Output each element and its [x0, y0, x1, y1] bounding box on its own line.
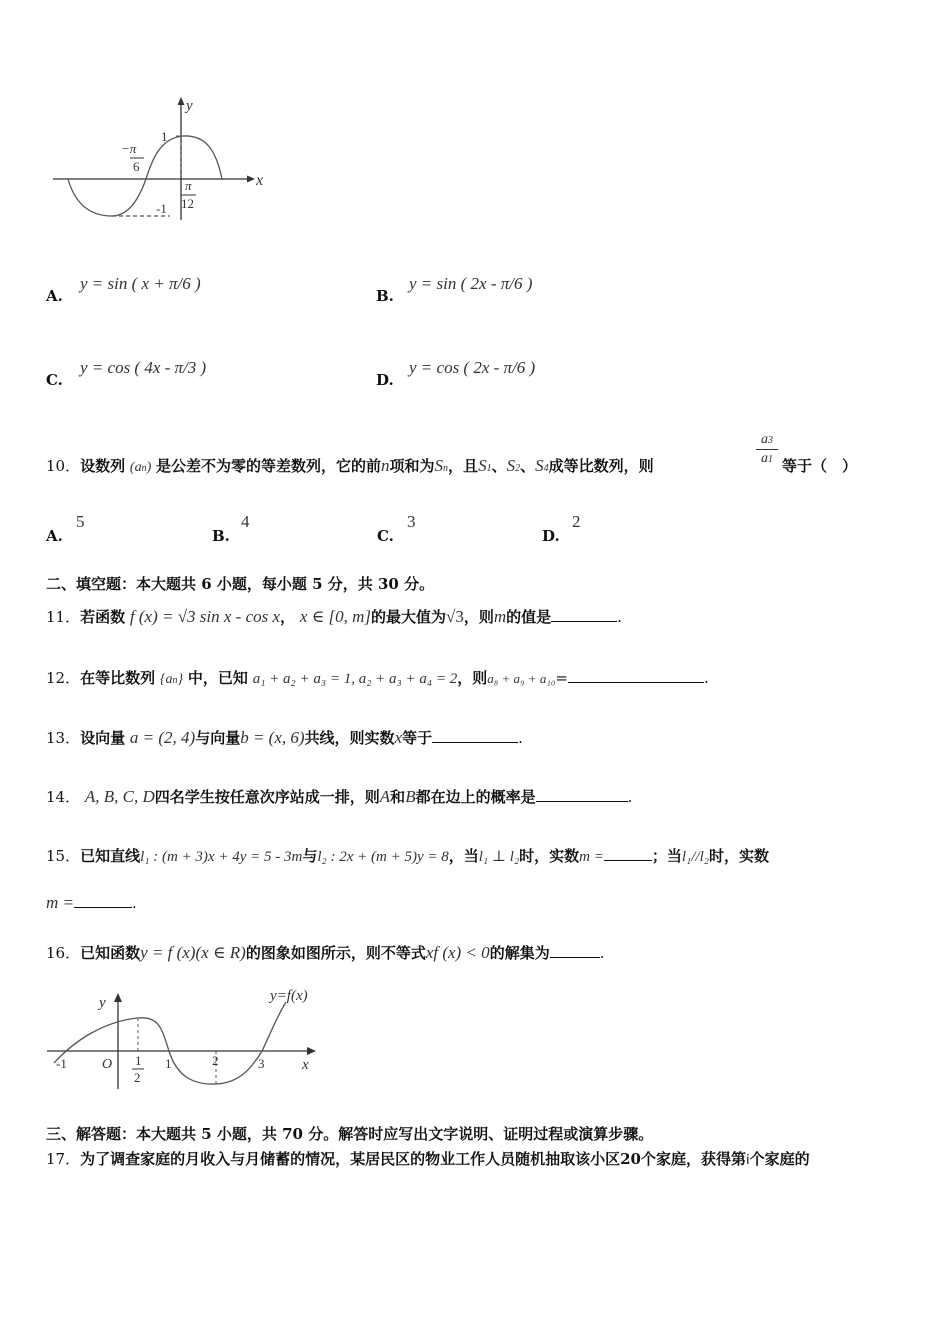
tick-label-half-num: 1 — [135, 1053, 142, 1068]
axis-label-y: y — [186, 98, 193, 114]
question-16: 16．已知函数y = f (x)(x ∈ R)的图象如图所示，则不等式xf (x) < 0的解集为 . — [46, 943, 605, 962]
tick-label-neg-pi: −π — [121, 141, 137, 156]
tick-label-neg-one: -1 — [156, 201, 167, 216]
option-c-letter: C. — [46, 371, 63, 389]
question-10-tail: 等于（ ） — [782, 457, 858, 475]
tick-label-twelve: 12 — [181, 196, 194, 211]
question-number: 14． — [46, 788, 81, 806]
x-axis-arrow-icon — [307, 1047, 316, 1055]
answer-blank[interactable] — [568, 668, 704, 683]
function-curve — [54, 1002, 286, 1084]
tick-label-one: 1 — [165, 1056, 172, 1071]
tick-label-one: 1 — [161, 129, 168, 144]
answer-blank[interactable] — [74, 893, 132, 908]
option-a-formula: y = sin ( x + π/6 ) — [80, 274, 201, 293]
question-number: 10． — [46, 457, 81, 475]
question-10: 10．设数列 (an) 是公差不为零的等差数列，它的前n项和为Sn，且S1、S2、S4成等比数列，则 — [46, 456, 654, 475]
section-title-fill-in: 二、填空题：本大题共 6 小题，每小题 5 分，共 30 分。 — [46, 575, 435, 593]
answer-blank[interactable] — [536, 787, 628, 802]
q10-option-a-value: 5 — [76, 512, 85, 531]
tick-label-two: 2 — [212, 1053, 219, 1068]
answer-blank[interactable] — [432, 728, 518, 743]
tick-label-three: 3 — [258, 1056, 265, 1071]
q10-option-b-value: 4 — [241, 512, 250, 531]
question-11: 11．若函数 f (x) = √3 sin x - cos x， x ∈ [0, m]的最大值为√3，则m的值是 . — [46, 607, 622, 626]
tick-label-pi: π — [185, 178, 192, 193]
question-17: 17．为了调查家庭的月收入与月储蓄的情况，某居民区的物业工作人员随机抽取该小区20个家庭，获得第i个家庭的 — [46, 1150, 810, 1168]
answer-blank[interactable] — [604, 846, 652, 861]
option-b-letter: B. — [376, 287, 394, 305]
question-13: 13．设向量 a = (2, 4)与向量b = (x, 6)共线，则实数x等于 . — [46, 728, 523, 747]
sine-curve — [68, 136, 222, 216]
tick-label-half-den: 2 — [134, 1070, 141, 1085]
option-d-formula: y = cos ( 2x - π/6 ) — [409, 358, 536, 377]
q10-option-b-letter: B. — [212, 527, 230, 545]
question-number: 15． — [46, 847, 81, 865]
question-number: 13． — [46, 729, 81, 747]
section-title-solutions: 三、解答题：本大题共 5 小题，共 70 分。解答时应写出文字说明、证明过程或演算步骤。 — [46, 1125, 654, 1143]
function-graph — [44, 985, 334, 1090]
tick-label-six: 6 — [133, 159, 140, 174]
q10-option-d-value: 2 — [572, 512, 581, 531]
x-axis-arrow-icon — [247, 176, 255, 183]
question-15-continued: m = . — [46, 893, 137, 912]
q10-option-c-value: 3 — [407, 512, 416, 531]
fraction-a3-over-a1: a3 a1 — [756, 432, 778, 467]
question-15: 15．已知直线l₁ : (m + 3)x + 4y = 5 - 3m与l₂ : 2x + (m + 5)y = 8，当l₁ ⊥ l₂时，实数m = ；当l₁//l₂时，实数 — [46, 847, 769, 865]
q10-option-a-letter: A. — [46, 527, 63, 545]
q10-option-c-letter: C. — [377, 527, 394, 545]
option-d-letter: D. — [376, 371, 394, 389]
question-number: 11． — [46, 608, 81, 626]
tick-label-neg-one: -1 — [56, 1056, 67, 1071]
option-a-letter: A. — [46, 287, 63, 305]
question-12: 12．在等比数列 {an} 中，已知 a₁ + a₂ + a₃ = 1, a₂ + a₃ + a₄ = 2，则a₈ + a₉ + a₁₀= . — [46, 669, 709, 687]
question-14: 14． A, B, C, D四名学生按任意次序站成一排，则A和B都在边上的概率是 . — [46, 787, 633, 806]
axis-label-x: x — [256, 172, 264, 189]
option-b-formula: y = sin ( 2x - π/6 ) — [409, 274, 533, 293]
origin-label: O — [102, 1057, 113, 1072]
option-c-formula: y = cos ( 4x - π/3 ) — [80, 358, 207, 377]
axis-label-y: y — [99, 995, 106, 1011]
axis-label-x: x — [302, 1057, 309, 1073]
y-axis-arrow-icon — [178, 97, 185, 105]
question-number: 16． — [46, 944, 81, 962]
sine-graph — [48, 95, 278, 225]
y-axis-arrow-icon — [114, 993, 122, 1002]
answer-blank[interactable] — [550, 943, 600, 958]
question-number: 12． — [46, 669, 81, 687]
q10-option-d-letter: D. — [542, 527, 560, 545]
curve-label: y=f(x) — [270, 988, 308, 1004]
answer-blank[interactable] — [551, 607, 617, 622]
question-number: 17． — [46, 1150, 81, 1168]
